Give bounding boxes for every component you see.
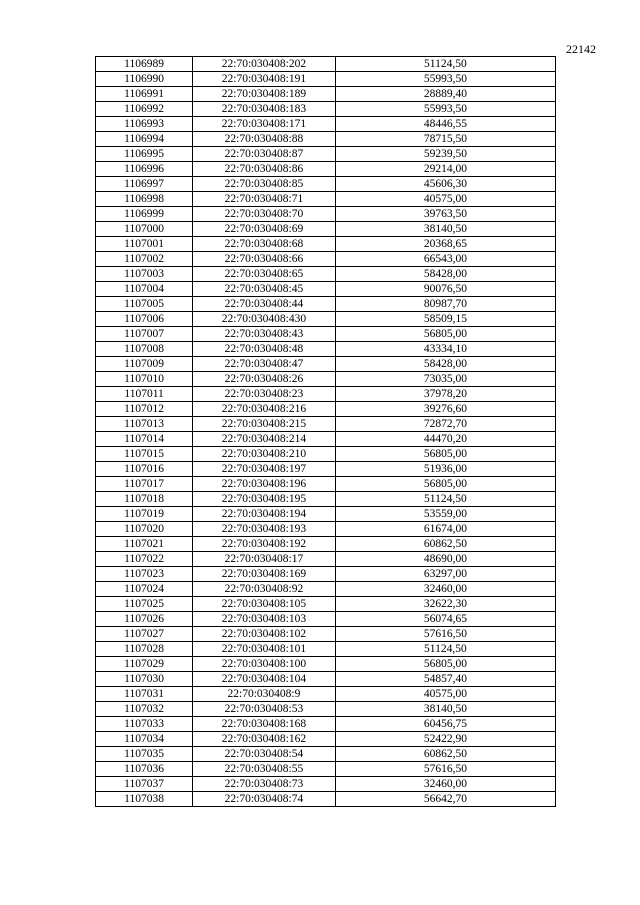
value-cell: 40575,00 (335, 192, 555, 207)
value-cell: 45606,30 (335, 177, 555, 192)
row-number-cell: 1107013 (96, 417, 193, 432)
row-number-cell: 1107025 (96, 597, 193, 612)
cadastral-number-cell: 22:70:030408:92 (193, 582, 336, 597)
table-row (96, 222, 556, 237)
table-row (96, 627, 556, 642)
value-cell: 56805,00 (335, 447, 555, 462)
cadastral-number-cell: 22:70:030408:193 (193, 522, 336, 537)
table-row (96, 282, 556, 297)
row-number-cell: 1106991 (96, 87, 193, 102)
cadastral-number-cell: 22:70:030408:192 (193, 537, 336, 552)
value-cell: 61674,00 (335, 522, 555, 537)
value-cell: 60862,50 (335, 747, 555, 762)
table-row (96, 327, 556, 342)
cadastral-number-cell: 22:70:030408:26 (193, 372, 336, 387)
value-cell: 38140,50 (335, 222, 555, 237)
value-cell: 56805,00 (335, 327, 555, 342)
row-number-cell: 1107016 (96, 462, 193, 477)
cadastral-number-cell: 22:70:030408:215 (193, 417, 336, 432)
row-number-cell: 1106994 (96, 132, 193, 147)
table-row (96, 447, 556, 462)
table-row (96, 522, 556, 537)
data-table (95, 56, 556, 807)
table-row (96, 237, 556, 252)
row-number-cell: 1107024 (96, 582, 193, 597)
table-row (96, 312, 556, 327)
value-cell: 80987,70 (335, 297, 555, 312)
table-row (96, 87, 556, 102)
table-row (96, 387, 556, 402)
table-row (96, 57, 556, 72)
cadastral-number-cell: 22:70:030408:48 (193, 342, 336, 357)
value-cell: 51124,50 (335, 57, 555, 72)
table-row (96, 612, 556, 627)
value-cell: 51936,00 (335, 462, 555, 477)
page-number: 22142 (566, 42, 596, 56)
cadastral-number-cell: 22:70:030408:194 (193, 507, 336, 522)
table-row (96, 462, 556, 477)
value-cell: 66543,00 (335, 252, 555, 267)
table-row (96, 192, 556, 207)
value-cell: 58428,00 (335, 357, 555, 372)
cadastral-number-cell: 22:70:030408:168 (193, 717, 336, 732)
table-row (96, 402, 556, 417)
row-number-cell: 1107019 (96, 507, 193, 522)
value-cell: 63297,00 (335, 567, 555, 582)
table-row (96, 267, 556, 282)
table-body (96, 57, 556, 807)
table-row (96, 177, 556, 192)
row-number-cell: 1106996 (96, 162, 193, 177)
cadastral-number-cell: 22:70:030408:17 (193, 552, 336, 567)
table-row (96, 777, 556, 792)
table-row (96, 432, 556, 447)
row-number-cell: 1107037 (96, 777, 193, 792)
table-row (96, 582, 556, 597)
value-cell: 58428,00 (335, 267, 555, 282)
cadastral-number-cell: 22:70:030408:216 (193, 402, 336, 417)
row-number-cell: 1106998 (96, 192, 193, 207)
cadastral-number-cell: 22:70:030408:65 (193, 267, 336, 282)
row-number-cell: 1107020 (96, 522, 193, 537)
table-row (96, 702, 556, 717)
value-cell: 78715,50 (335, 132, 555, 147)
row-number-cell: 1107027 (96, 627, 193, 642)
table-row (96, 732, 556, 747)
value-cell: 52422,90 (335, 732, 555, 747)
value-cell: 55993,50 (335, 72, 555, 87)
value-cell: 32622,30 (335, 597, 555, 612)
row-number-cell: 1107038 (96, 792, 193, 807)
table-row (96, 372, 556, 387)
cadastral-number-cell: 22:70:030408:103 (193, 612, 336, 627)
row-number-cell: 1107022 (96, 552, 193, 567)
cadastral-number-cell: 22:70:030408:69 (193, 222, 336, 237)
value-cell: 57616,50 (335, 762, 555, 777)
row-number-cell: 1107033 (96, 717, 193, 732)
cadastral-number-cell: 22:70:030408:45 (193, 282, 336, 297)
cadastral-number-cell: 22:70:030408:44 (193, 297, 336, 312)
table-row (96, 417, 556, 432)
cadastral-number-cell: 22:70:030408:189 (193, 87, 336, 102)
cadastral-number-cell: 22:70:030408:100 (193, 657, 336, 672)
table-row (96, 762, 556, 777)
row-number-cell: 1107026 (96, 612, 193, 627)
cadastral-number-cell: 22:70:030408:43 (193, 327, 336, 342)
value-cell: 51124,50 (335, 642, 555, 657)
row-number-cell: 1106999 (96, 207, 193, 222)
table-row (96, 117, 556, 132)
row-number-cell: 1106993 (96, 117, 193, 132)
row-number-cell: 1107028 (96, 642, 193, 657)
value-cell: 38140,50 (335, 702, 555, 717)
row-number-cell: 1107006 (96, 312, 193, 327)
value-cell: 20368,65 (335, 237, 555, 252)
value-cell: 48446,55 (335, 117, 555, 132)
table-row (96, 747, 556, 762)
value-cell: 29214,00 (335, 162, 555, 177)
cadastral-number-cell: 22:70:030408:102 (193, 627, 336, 642)
value-cell: 43334,10 (335, 342, 555, 357)
table-row (96, 252, 556, 267)
value-cell: 56642,70 (335, 792, 555, 807)
cadastral-number-cell: 22:70:030408:88 (193, 132, 336, 147)
cadastral-number-cell: 22:70:030408:74 (193, 792, 336, 807)
table-row (96, 342, 556, 357)
table-row (96, 132, 556, 147)
table-row (96, 672, 556, 687)
value-cell: 60862,50 (335, 537, 555, 552)
table-row (96, 642, 556, 657)
cadastral-number-cell: 22:70:030408:169 (193, 567, 336, 582)
row-number-cell: 1107023 (96, 567, 193, 582)
value-cell: 32460,00 (335, 582, 555, 597)
cadastral-number-cell: 22:70:030408:105 (193, 597, 336, 612)
row-number-cell: 1107003 (96, 267, 193, 282)
value-cell: 59239,50 (335, 147, 555, 162)
value-cell: 58509,15 (335, 312, 555, 327)
cadastral-number-cell: 22:70:030408:73 (193, 777, 336, 792)
value-cell: 56074,65 (335, 612, 555, 627)
value-cell: 48690,00 (335, 552, 555, 567)
row-number-cell: 1107036 (96, 762, 193, 777)
row-number-cell: 1107008 (96, 342, 193, 357)
table-row (96, 567, 556, 582)
row-number-cell: 1107029 (96, 657, 193, 672)
row-number-cell: 1107000 (96, 222, 193, 237)
cadastral-number-cell: 22:70:030408:53 (193, 702, 336, 717)
row-number-cell: 1107017 (96, 477, 193, 492)
cadastral-number-cell: 22:70:030408:195 (193, 492, 336, 507)
row-number-cell: 1107032 (96, 702, 193, 717)
cadastral-number-cell: 22:70:030408:66 (193, 252, 336, 267)
table-row (96, 537, 556, 552)
cadastral-number-cell: 22:70:030408:101 (193, 642, 336, 657)
table-row (96, 102, 556, 117)
row-number-cell: 1107014 (96, 432, 193, 447)
cadastral-number-cell: 22:70:030408:197 (193, 462, 336, 477)
row-number-cell: 1107001 (96, 237, 193, 252)
row-number-cell: 1107015 (96, 447, 193, 462)
cadastral-number-cell: 22:70:030408:191 (193, 72, 336, 87)
cadastral-number-cell: 22:70:030408:9 (193, 687, 336, 702)
cadastral-number-cell: 22:70:030408:86 (193, 162, 336, 177)
cadastral-number-cell: 22:70:030408:162 (193, 732, 336, 747)
value-cell: 37978,20 (335, 387, 555, 402)
value-cell: 55993,50 (335, 102, 555, 117)
row-number-cell: 1107011 (96, 387, 193, 402)
table-row (96, 792, 556, 807)
table-row (96, 477, 556, 492)
row-number-cell: 1106990 (96, 72, 193, 87)
value-cell: 56805,00 (335, 477, 555, 492)
value-cell: 39763,50 (335, 207, 555, 222)
value-cell: 32460,00 (335, 777, 555, 792)
cadastral-number-cell: 22:70:030408:23 (193, 387, 336, 402)
cadastral-number-cell: 22:70:030408:202 (193, 57, 336, 72)
cadastral-number-cell: 22:70:030408:70 (193, 207, 336, 222)
row-number-cell: 1107005 (96, 297, 193, 312)
cadastral-number-cell: 22:70:030408:55 (193, 762, 336, 777)
value-cell: 56805,00 (335, 657, 555, 672)
table-row (96, 297, 556, 312)
table-row (96, 162, 556, 177)
row-number-cell: 1107009 (96, 357, 193, 372)
cadastral-number-cell: 22:70:030408:214 (193, 432, 336, 447)
value-cell: 54857,40 (335, 672, 555, 687)
table-row (96, 717, 556, 732)
value-cell: 60456,75 (335, 717, 555, 732)
table-row (96, 207, 556, 222)
cadastral-number-cell: 22:70:030408:210 (193, 447, 336, 462)
cadastral-number-cell: 22:70:030408:104 (193, 672, 336, 687)
cadastral-number-cell: 22:70:030408:68 (193, 237, 336, 252)
row-number-cell: 1107021 (96, 537, 193, 552)
cadastral-number-cell: 22:70:030408:171 (193, 117, 336, 132)
row-number-cell: 1106997 (96, 177, 193, 192)
cadastral-number-cell: 22:70:030408:183 (193, 102, 336, 117)
table-row (96, 597, 556, 612)
value-cell: 53559,00 (335, 507, 555, 522)
row-number-cell: 1106995 (96, 147, 193, 162)
value-cell: 57616,50 (335, 627, 555, 642)
table-row (96, 552, 556, 567)
cadastral-number-cell: 22:70:030408:196 (193, 477, 336, 492)
cadastral-number-cell: 22:70:030408:54 (193, 747, 336, 762)
value-cell: 39276,60 (335, 402, 555, 417)
table-row (96, 492, 556, 507)
row-number-cell: 1106989 (96, 57, 193, 72)
row-number-cell: 1107007 (96, 327, 193, 342)
cadastral-number-cell: 22:70:030408:430 (193, 312, 336, 327)
value-cell: 40575,00 (335, 687, 555, 702)
table-row (96, 657, 556, 672)
row-number-cell: 1107010 (96, 372, 193, 387)
cadastral-number-cell: 22:70:030408:71 (193, 192, 336, 207)
value-cell: 90076,50 (335, 282, 555, 297)
value-cell: 44470,20 (335, 432, 555, 447)
row-number-cell: 1107035 (96, 747, 193, 762)
value-cell: 73035,00 (335, 372, 555, 387)
value-cell: 28889,40 (335, 87, 555, 102)
cadastral-number-cell: 22:70:030408:47 (193, 357, 336, 372)
row-number-cell: 1107012 (96, 402, 193, 417)
row-number-cell: 1107018 (96, 492, 193, 507)
row-number-cell: 1106992 (96, 102, 193, 117)
table-row (96, 357, 556, 372)
value-cell: 51124,50 (335, 492, 555, 507)
table-row (96, 72, 556, 87)
cadastral-number-cell: 22:70:030408:85 (193, 177, 336, 192)
value-cell: 72872,70 (335, 417, 555, 432)
table-row (96, 507, 556, 522)
row-number-cell: 1107030 (96, 672, 193, 687)
row-number-cell: 1107034 (96, 732, 193, 747)
row-number-cell: 1107002 (96, 252, 193, 267)
table-row (96, 687, 556, 702)
row-number-cell: 1107031 (96, 687, 193, 702)
row-number-cell: 1107004 (96, 282, 193, 297)
cadastral-number-cell: 22:70:030408:87 (193, 147, 336, 162)
table-row (96, 147, 556, 162)
